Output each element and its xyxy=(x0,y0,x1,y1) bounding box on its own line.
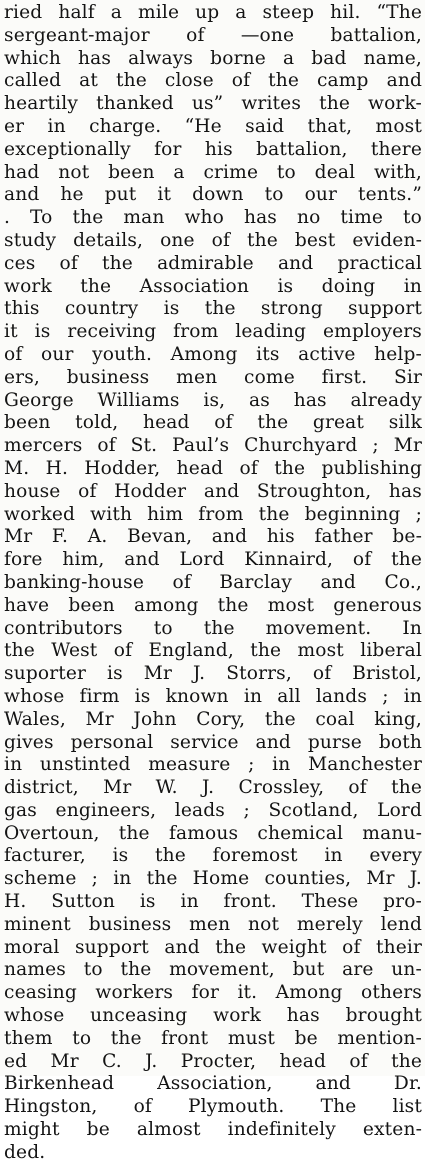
text-line: er in charge. “He said that, most xyxy=(4,115,422,137)
text-line: ers, business men come first. Sir xyxy=(4,366,422,388)
text-line: Birkenhead Association, and Dr. xyxy=(4,1073,422,1095)
text-line: it is receiving from leading employers xyxy=(4,321,422,343)
text-line: M. H. Hodder, head of the publishing xyxy=(4,457,422,479)
text-line: minent business men not merely lend xyxy=(4,913,422,935)
text-line: gas engineers, leads ; Scotland, Lord xyxy=(4,799,422,821)
text-line: banking-house of Barclay and Co., xyxy=(4,571,422,593)
text-line: exceptionally for his battalion, there xyxy=(4,138,422,160)
text-line: ried half a mile up a steep hil. “The xyxy=(4,2,422,23)
text-line: scheme ; in the Home counties, Mr J. xyxy=(4,868,422,890)
text-line: study details, one of the best eviden- xyxy=(4,229,422,251)
text-line: fore him, and Lord Kinnaird, of the xyxy=(4,549,422,571)
text-line: . To the man who has no time to xyxy=(4,207,422,229)
text-line: which has always borne a bad name, xyxy=(4,47,422,69)
text-line: been told, head of the great silk xyxy=(4,412,422,434)
text-line: them to the front must be mention- xyxy=(4,1027,422,1049)
text-line: Overtoun, the famous chemical manu- xyxy=(4,822,422,844)
text-line: this country is the strong support xyxy=(4,298,422,320)
text-line: whose unceasing work has brought xyxy=(4,1005,422,1027)
text-line: in unstinted measure ; in Manchester xyxy=(4,754,422,776)
text-line: district, Mr W. J. Crossley, of the xyxy=(4,777,422,799)
text-line: moral support and the weight of their xyxy=(4,936,422,958)
text-line: Mr F. A. Bevan, and his father be- xyxy=(4,526,422,548)
text-line: gives personal service and purse both xyxy=(4,731,422,753)
text-line: facturer, is the foremost in every xyxy=(4,845,422,867)
text-line: whose firm is known in all lands ; in xyxy=(4,685,422,707)
text-line: house of Hodder and Stroughton, has xyxy=(4,480,422,502)
text-line: had not been a crime to deal with, xyxy=(4,161,422,183)
text-line: George Williams is, as has already xyxy=(4,389,422,411)
text-line: names to the movement, but are un- xyxy=(4,959,422,981)
text-line: sergeant-major of —one battalion, xyxy=(4,24,422,46)
text-line: work the Association is doing in xyxy=(4,275,422,297)
text-line: the West of England, the most liberal xyxy=(4,640,422,662)
text-line: ces of the admirable and practical xyxy=(4,252,422,274)
text-line: Wales, Mr John Cory, the coal king, xyxy=(4,708,422,730)
text-line: ded. xyxy=(4,1141,46,1163)
text-line: heartily thanked us” writes the work- xyxy=(4,93,422,115)
text-line: suporter is Mr J. Storrs, of Bristol, xyxy=(4,663,422,685)
text-line: might be almost indefinitely exten- xyxy=(4,1119,422,1141)
text-line: and he put it down to our tents.” xyxy=(4,184,422,206)
text-line: Hingston, of Plymouth. The list xyxy=(4,1096,422,1118)
text-line: contributors to the movement. In xyxy=(4,617,422,639)
text-line: have been among the most generous xyxy=(4,594,422,616)
text-line: H. Sutton is in front. These pro- xyxy=(4,891,422,913)
text-line: mercers of St. Paul’s Churchyard ; Mr xyxy=(4,435,422,457)
text-line: of our youth. Among its active help- xyxy=(4,343,422,365)
text-line: ed Mr C. J. Procter, head of the xyxy=(4,1050,422,1072)
text-line: worked with him from the beginning ; xyxy=(4,503,422,525)
text-line: ceasing workers for it. Among others xyxy=(4,982,422,1004)
text-line: called at the close of the camp and xyxy=(4,70,422,92)
